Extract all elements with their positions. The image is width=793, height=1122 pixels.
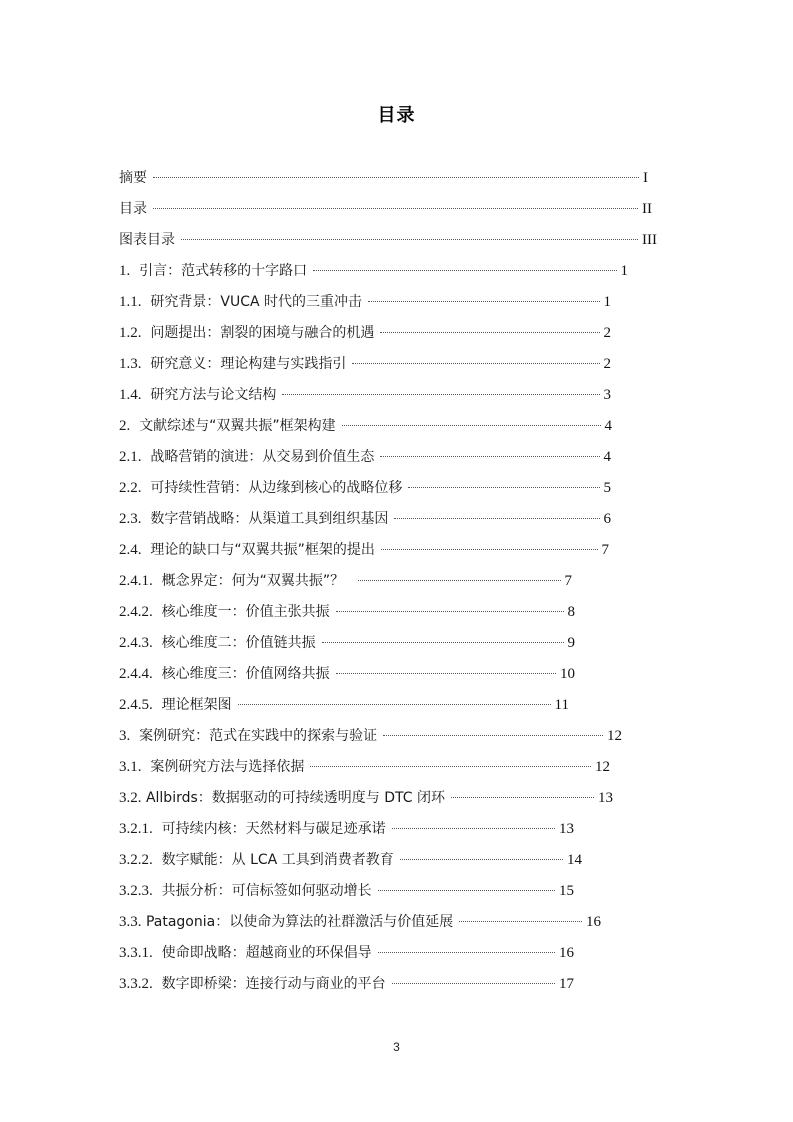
toc-entry-2-4-2[interactable] [119,600,575,631]
toc-entry-text: 核心维度三：价值网络共振 [161,666,330,682]
toc-entry-contents[interactable] [119,197,652,228]
toc-entry-page: 7 [601,542,609,558]
toc-entry-3-1[interactable] [119,755,610,786]
toc-entry-page: II [642,201,652,217]
dot-leader [313,270,616,271]
toc-entry-number: 2.4.5. [119,697,153,713]
dot-leader [181,239,638,240]
toc-entry-number: 3.1. [119,759,142,775]
dot-leader [459,921,582,922]
toc-entry-number: 2.4.3. [119,635,153,651]
toc-entry-text: 共振分析：可信标签如何驱动增长 [161,883,372,899]
toc-entry-number: 2.4.2. [119,604,153,620]
dot-leader [380,332,599,333]
toc-entry-number: 1. [119,263,131,279]
dot-leader [378,952,555,953]
page-title: 目录 [377,105,416,126]
toc-entry-page: 8 [567,604,575,620]
toc-entry-page: 5 [603,480,611,496]
table-of-contents [119,166,657,1003]
dot-leader [352,363,599,364]
toc-entry-text: 摘要 [119,170,147,186]
toc-entry-text: 问题提出：割裂的困境与融合的机遇 [150,325,375,341]
toc-entry-page: 13 [598,790,613,806]
toc-entry-page: 4 [603,449,611,465]
toc-entry-text: 可持续性营销：从边缘到核心的战略位移 [150,480,403,496]
dot-leader [383,735,603,736]
dot-leader [336,611,564,612]
toc-entry-text: 核心维度一：价值主张共振 [161,604,330,620]
toc-entry-number: 2.4.1. [119,573,153,589]
toc-entry-text: 数字营销战略：从渠道工具到组织基因 [150,511,389,527]
dot-leader [394,518,599,519]
toc-entry-number: 3.2.2. [119,852,153,868]
toc-entry-page: 2 [603,356,611,372]
toc-entry-3[interactable] [119,724,622,755]
toc-entry-abstract[interactable] [119,166,648,197]
dot-leader [408,487,599,488]
toc-entry-text: 概念界定：何为“双翼共振”？ [161,573,345,589]
toc-entry-number: 2.4. [119,542,142,558]
toc-entry-text: 可持续内核：天然材料与碳足迹承诺 [161,821,386,837]
toc-entry-number: 3. [119,728,131,744]
toc-entry-text: 研究方法与论文结构 [150,387,277,403]
toc-entry-page: I [643,170,648,186]
footer-page-number: 3 [393,1040,400,1054]
dot-leader [392,828,555,829]
toc-entry-1[interactable] [119,259,628,290]
toc-entry-number: 3.3.1. [119,945,153,961]
toc-entry-number: 2. [119,418,131,434]
toc-entry-page: 16 [586,914,601,930]
toc-entry-number: 3.2.3. [119,883,153,899]
toc-entry-text: 引言：范式转移的十字路口 [139,263,308,279]
toc-entry-3-2-2[interactable] [119,848,582,879]
toc-entry-page: 10 [560,666,575,682]
toc-entry-2-4-3[interactable] [119,631,575,662]
toc-entry-page: 6 [603,511,611,527]
toc-entry-text: 核心维度二：价值链共振 [161,635,316,651]
toc-entry-number: 3.2. [119,790,142,806]
toc-entry-3-3[interactable] [119,910,601,941]
dot-leader [282,394,599,395]
toc-entry-2-3[interactable] [119,507,611,538]
dot-leader [380,456,599,457]
toc-entry-page: 15 [559,883,574,899]
toc-entry-page: 16 [559,945,574,961]
toc-entry-2-2[interactable] [119,476,611,507]
toc-entry-page: 3 [603,387,611,403]
toc-entry-page: 1 [620,263,628,279]
toc-entry-1-3[interactable] [119,352,611,383]
toc-entry-3-3-2[interactable] [119,972,574,1003]
toc-entry-figures[interactable] [119,228,657,259]
toc-entry-page: 4 [604,418,612,434]
toc-entry-text: 理论框架图 [161,697,232,713]
toc-entry-page: 2 [603,325,611,341]
toc-entry-number: 2.4.4. [119,666,153,682]
dot-leader [153,177,639,178]
toc-entry-page: 7 [564,573,572,589]
toc-entry-2-4[interactable] [119,538,609,569]
toc-entry-number: 2.2. [119,480,142,496]
toc-entry-text: 图表目录 [119,232,175,248]
toc-entry-text: 目录 [119,201,147,217]
dot-leader [381,549,598,550]
toc-entry-3-2[interactable] [119,786,613,817]
toc-entry-number: 1.4. [119,387,142,403]
toc-entry-page: 1 [603,294,611,310]
dot-leader [342,425,601,426]
dot-leader [336,673,556,674]
dot-leader [378,890,555,891]
toc-entry-page: 13 [559,821,574,837]
toc-entry-text: 数字即桥梁：连接行动与商业的平台 [161,976,386,992]
toc-entry-page: 14 [567,852,582,868]
toc-entry-text: Allbirds：数据驱动的可持续透明度与 DTC 闭环 [145,790,445,806]
toc-entry-page: III [642,232,657,248]
toc-entry-3-3-1[interactable] [119,941,574,972]
toc-entry-page: 9 [567,635,575,651]
toc-entry-number: 2.1. [119,449,142,465]
dot-leader [322,642,564,643]
toc-entry-number: 2.3. [119,511,142,527]
toc-entry-2-4-4[interactable] [119,662,575,693]
toc-entry-text: 案例研究方法与选择依据 [150,759,305,775]
toc-entry-number: 3.2.1. [119,821,153,837]
dot-leader [400,859,563,860]
toc-entry-text: 研究背景：VUCA 时代的三重冲击 [150,294,363,310]
dot-leader [153,208,638,209]
toc-entry-page: 12 [595,759,610,775]
toc-entry-text: Patagonia：以使命为算法的社群激活与价值延展 [145,914,454,930]
toc-entry-2-4-1[interactable] [119,569,572,600]
toc-entry-1-1[interactable] [119,290,611,321]
toc-entry-text: 使命即战略：超越商业的环保倡导 [161,945,372,961]
toc-entry-number: 1.1. [119,294,142,310]
toc-entry-text: 战略营销的演进：从交易到价值生态 [150,449,375,465]
toc-entry-2-1[interactable] [119,445,611,476]
toc-entry-page: 17 [559,976,574,992]
toc-entry-text: 研究意义：理论构建与实践指引 [150,356,347,372]
toc-entry-number: 1.3. [119,356,142,372]
toc-entry-number: 1.2. [119,325,142,341]
toc-entry-text: 案例研究：范式在实践中的探索与验证 [139,728,378,744]
toc-entry-text: 文献综述与“双翼共振”框架构建 [139,418,336,434]
toc-entry-3-2-3[interactable] [119,879,574,910]
dot-leader [238,704,551,705]
toc-entry-page: 11 [554,697,569,713]
toc-entry-1-4[interactable] [119,383,611,414]
dot-leader [368,301,599,302]
toc-entry-1-2[interactable] [119,321,611,352]
toc-entry-number: 3.3.2. [119,976,153,992]
toc-entry-3-2-1[interactable] [119,817,574,848]
dot-leader [392,983,555,984]
toc-entry-2-4-5[interactable] [119,693,569,724]
toc-entry-text: 数字赋能：从 LCA 工具到消费者教育 [161,852,394,868]
dot-leader [358,580,560,581]
toc-entry-text: 理论的缺口与“双翼共振”框架的提出 [150,542,375,558]
dot-leader [451,797,594,798]
toc-entry-page: 12 [607,728,622,744]
toc-entry-2[interactable] [119,414,612,445]
dot-leader [310,766,591,767]
toc-entry-number: 3.3. [119,914,142,930]
